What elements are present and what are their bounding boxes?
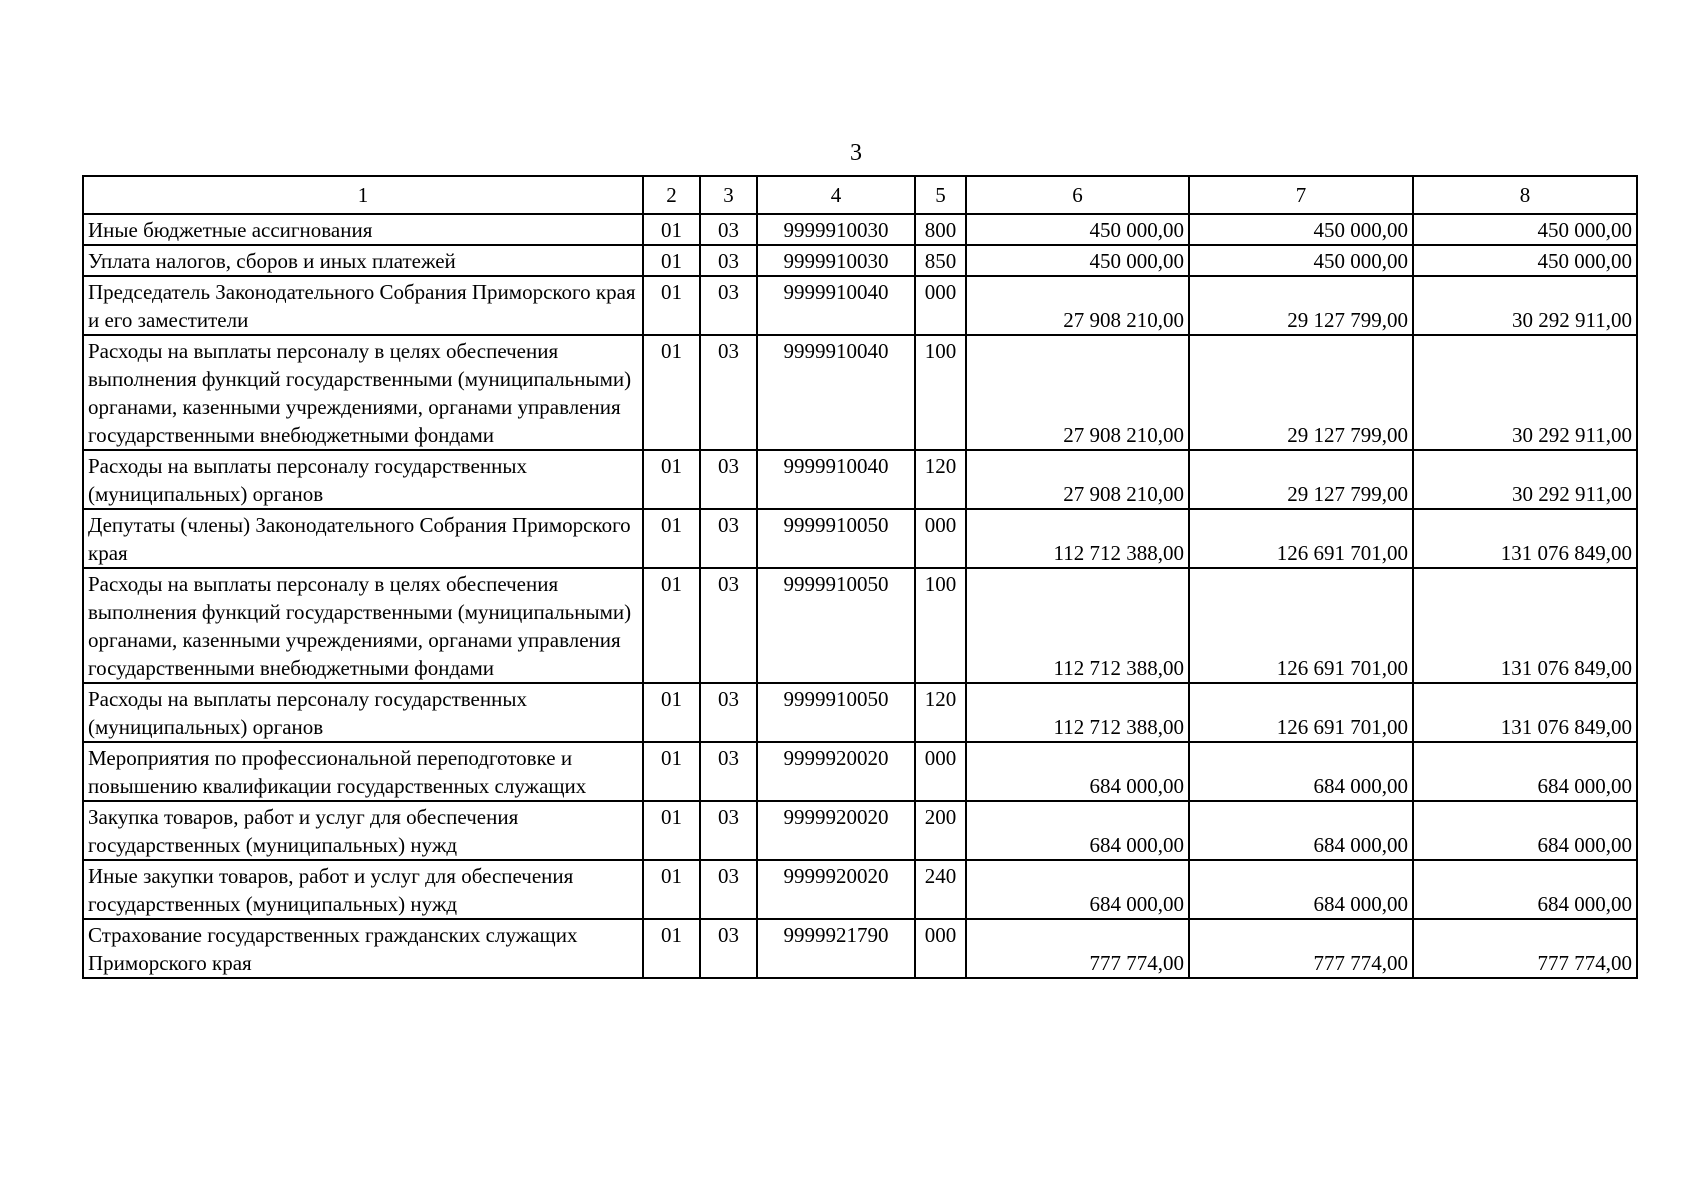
target-article-code: 9999910050 <box>757 568 915 683</box>
header-cell: 7 <box>1189 176 1413 214</box>
target-article-code: 9999920020 <box>757 801 915 860</box>
section-code: 01 <box>643 509 700 568</box>
expense-type-code: 000 <box>915 509 966 568</box>
target-article-code: 9999910030 <box>757 245 915 276</box>
section-code: 01 <box>643 335 700 450</box>
expense-type-code: 000 <box>915 276 966 335</box>
amount-col-6: 27 908 210,00 <box>966 335 1189 450</box>
table-row <box>83 214 1637 245</box>
table-row <box>83 801 1637 860</box>
amount-col-6: 112 712 388,00 <box>966 509 1189 568</box>
subsection-code: 03 <box>700 919 757 978</box>
header-cell: 3 <box>700 176 757 214</box>
subsection-code: 03 <box>700 450 757 509</box>
row-name: Уплата налогов, сборов и иных платежей <box>83 245 643 276</box>
table-row <box>83 276 1637 335</box>
subsection-code: 03 <box>700 742 757 801</box>
target-article-code: 9999920020 <box>757 860 915 919</box>
table-row <box>83 568 1637 683</box>
amount-col-6: 450 000,00 <box>966 245 1189 276</box>
table-row <box>83 509 1637 568</box>
expense-type-code: 850 <box>915 245 966 276</box>
expense-type-code: 000 <box>915 742 966 801</box>
amount-col-8: 684 000,00 <box>1413 742 1637 801</box>
subsection-code: 03 <box>700 509 757 568</box>
header-cell: 1 <box>83 176 643 214</box>
subsection-code: 03 <box>700 801 757 860</box>
amount-col-7: 684 000,00 <box>1189 742 1413 801</box>
subsection-code: 03 <box>700 276 757 335</box>
expense-type-code: 800 <box>915 214 966 245</box>
amount-col-7: 777 774,00 <box>1189 919 1413 978</box>
target-article-code: 9999910040 <box>757 335 915 450</box>
row-name: Закупка товаров, работ и услуг для обеспечения государственных (муниципальных) нужд <box>83 801 643 860</box>
amount-col-7: 126 691 701,00 <box>1189 683 1413 742</box>
row-name: Расходы на выплаты персоналу государственных (муниципальных) органов <box>83 683 643 742</box>
expense-type-code: 000 <box>915 919 966 978</box>
table-row <box>83 742 1637 801</box>
row-name: Страхование государственных гражданских служащих Приморского края <box>83 919 643 978</box>
subsection-code: 03 <box>700 568 757 683</box>
expense-type-code: 100 <box>915 568 966 683</box>
section-code: 01 <box>643 214 700 245</box>
amount-col-8: 131 076 849,00 <box>1413 683 1637 742</box>
amount-col-7: 684 000,00 <box>1189 860 1413 919</box>
row-name: Иные бюджетные ассигнования <box>83 214 643 245</box>
amount-col-6: 684 000,00 <box>966 742 1189 801</box>
table-row <box>83 450 1637 509</box>
target-article-code: 9999910030 <box>757 214 915 245</box>
section-code: 01 <box>643 919 700 978</box>
section-code: 01 <box>643 450 700 509</box>
row-name: Иные закупки товаров, работ и услуг для обеспечения государственных (муниципальных) нужд <box>83 860 643 919</box>
amount-col-8: 684 000,00 <box>1413 801 1637 860</box>
amount-col-7: 126 691 701,00 <box>1189 568 1413 683</box>
amount-col-7: 684 000,00 <box>1189 801 1413 860</box>
row-name: Мероприятия по профессиональной переподготовке и повышению квалификации государственных служащих <box>83 742 643 801</box>
header-cell: 8 <box>1413 176 1637 214</box>
section-code: 01 <box>643 245 700 276</box>
row-name: Председатель Законодательного Собрания Приморского края и его заместители <box>83 276 643 335</box>
target-article-code: 9999921790 <box>757 919 915 978</box>
table-row <box>83 335 1637 450</box>
row-name: Расходы на выплаты персоналу государственных (муниципальных) органов <box>83 450 643 509</box>
target-article-code: 9999910050 <box>757 683 915 742</box>
section-code: 01 <box>643 276 700 335</box>
section-code: 01 <box>643 801 700 860</box>
expense-type-code: 240 <box>915 860 966 919</box>
amount-col-7: 29 127 799,00 <box>1189 450 1413 509</box>
page-number: 3 <box>850 140 862 166</box>
table-row <box>83 245 1637 276</box>
amount-col-6: 112 712 388,00 <box>966 683 1189 742</box>
amount-col-6: 112 712 388,00 <box>966 568 1189 683</box>
target-article-code: 9999910050 <box>757 509 915 568</box>
expense-type-code: 120 <box>915 683 966 742</box>
amount-col-7: 126 691 701,00 <box>1189 509 1413 568</box>
amount-col-6: 450 000,00 <box>966 214 1189 245</box>
expense-type-code: 100 <box>915 335 966 450</box>
table-row <box>83 683 1637 742</box>
amount-col-8: 450 000,00 <box>1413 214 1637 245</box>
amount-col-8: 131 076 849,00 <box>1413 568 1637 683</box>
amount-col-7: 29 127 799,00 <box>1189 335 1413 450</box>
subsection-code: 03 <box>700 214 757 245</box>
budget-table <box>82 175 1638 979</box>
amount-col-8: 450 000,00 <box>1413 245 1637 276</box>
amount-col-7: 450 000,00 <box>1189 214 1413 245</box>
amount-col-6: 27 908 210,00 <box>966 450 1189 509</box>
amount-col-7: 29 127 799,00 <box>1189 276 1413 335</box>
subsection-code: 03 <box>700 860 757 919</box>
section-code: 01 <box>643 742 700 801</box>
row-name: Депутаты (члены) Законодательного Собрания Приморского края <box>83 509 643 568</box>
header-cell: 4 <box>757 176 915 214</box>
amount-col-6: 684 000,00 <box>966 860 1189 919</box>
target-article-code: 9999920020 <box>757 742 915 801</box>
header-cell: 6 <box>966 176 1189 214</box>
section-code: 01 <box>643 860 700 919</box>
header-cell: 2 <box>643 176 700 214</box>
amount-col-8: 777 774,00 <box>1413 919 1637 978</box>
row-name: Расходы на выплаты персоналу в целях обеспечения выполнения функций государственными (муниципальными) органами, казенными учреждениями, органами управления государственными внебюджетными фондами <box>83 568 643 683</box>
amount-col-8: 684 000,00 <box>1413 860 1637 919</box>
expense-type-code: 200 <box>915 801 966 860</box>
amount-col-8: 30 292 911,00 <box>1413 335 1637 450</box>
amount-col-7: 450 000,00 <box>1189 245 1413 276</box>
section-code: 01 <box>643 683 700 742</box>
header-row <box>83 176 1637 214</box>
section-code: 01 <box>643 568 700 683</box>
subsection-code: 03 <box>700 683 757 742</box>
table-row <box>83 919 1637 978</box>
amount-col-8: 131 076 849,00 <box>1413 509 1637 568</box>
amount-col-8: 30 292 911,00 <box>1413 450 1637 509</box>
subsection-code: 03 <box>700 245 757 276</box>
table-row <box>83 860 1637 919</box>
amount-col-6: 777 774,00 <box>966 919 1189 978</box>
amount-col-8: 30 292 911,00 <box>1413 276 1637 335</box>
target-article-code: 9999910040 <box>757 276 915 335</box>
target-article-code: 9999910040 <box>757 450 915 509</box>
subsection-code: 03 <box>700 335 757 450</box>
amount-col-6: 684 000,00 <box>966 801 1189 860</box>
row-name: Расходы на выплаты персоналу в целях обеспечения выполнения функций государственными (муниципальными) органами, казенными учреждениями, органами управления государственными внебюджетными фондами <box>83 335 643 450</box>
amount-col-6: 27 908 210,00 <box>966 276 1189 335</box>
header-cell: 5 <box>915 176 966 214</box>
expense-type-code: 120 <box>915 450 966 509</box>
